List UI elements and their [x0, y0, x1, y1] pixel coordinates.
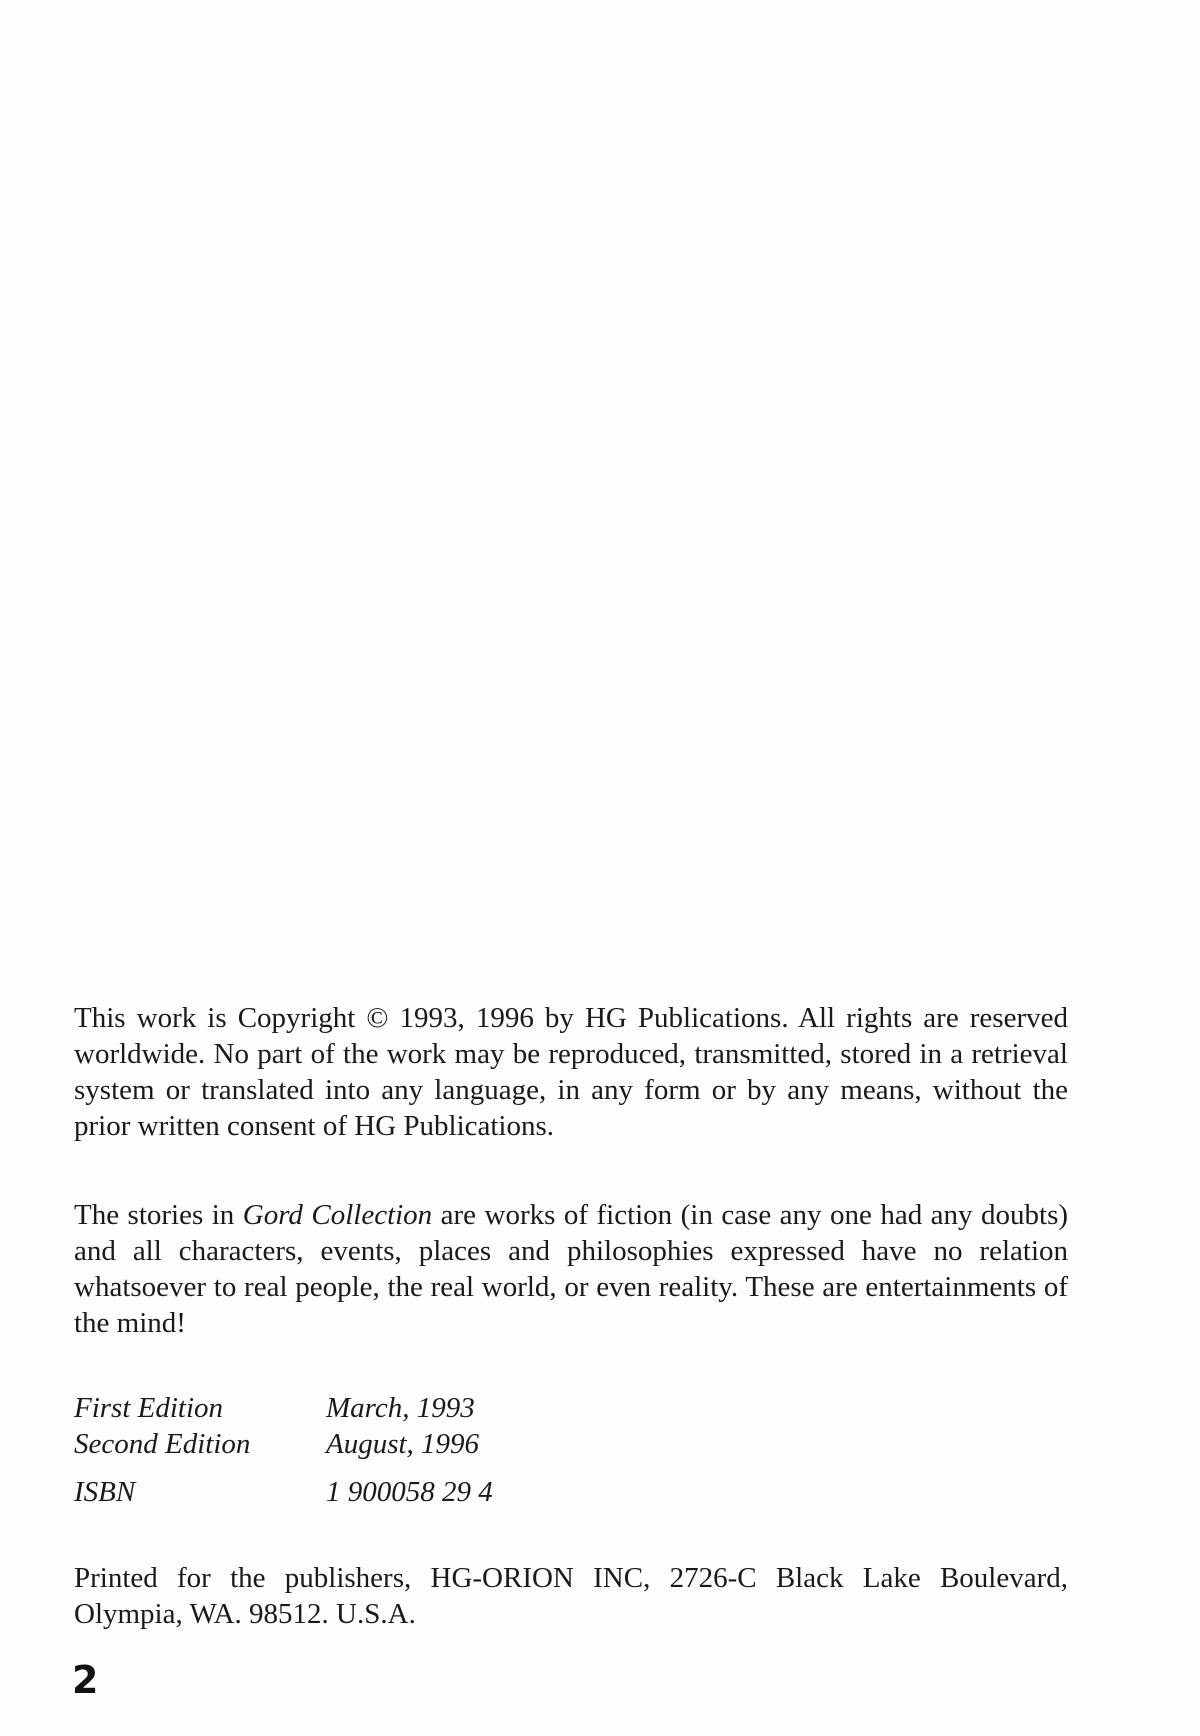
edition-info: [74, 1390, 626, 1510]
fiction-disclaimer: [74, 1197, 1068, 1341]
page-number: 2: [72, 1658, 99, 1702]
book-title: Gord Collection: [242, 1199, 433, 1231]
edition-date: August, 1996: [326, 1428, 480, 1460]
isbn-row: [74, 1474, 626, 1510]
edition-label: Second Edition: [74, 1428, 251, 1460]
copyright-notice: This work is Copyright © 1993, 1996 by HG Publications. All rights are reserved worldwide. No part of the work may be reproduced, transmitted, stored in a retrieval system or translated into any language, in any form or by any means, without the prior written consent of HG Publications.: [74, 1002, 1068, 1142]
fiction-disclaimer-intro: The stories in: [74, 1199, 243, 1231]
edition-row-first: [74, 1390, 626, 1426]
isbn-value: 1 900058 29 4: [326, 1476, 493, 1508]
edition-row-second: [74, 1426, 626, 1462]
fiction-disclaimer-body: are works of fiction (in case any one had any doubts) and all characters, events, places and philosophies expressed have no relation whatsoever to real people, the real world, or even reality. These are entertainments of the mind!: [74, 1199, 1069, 1339]
isbn-label: ISBN: [74, 1476, 136, 1508]
edition-label: First Edition: [74, 1392, 224, 1424]
edition-date: March, 1993: [326, 1392, 475, 1424]
printer-info: Printed for the publishers, HG-ORION INC, 2726-C Black Lake Boulevard, Olympia, WA. 98512. U.S.A.: [74, 1562, 1068, 1630]
